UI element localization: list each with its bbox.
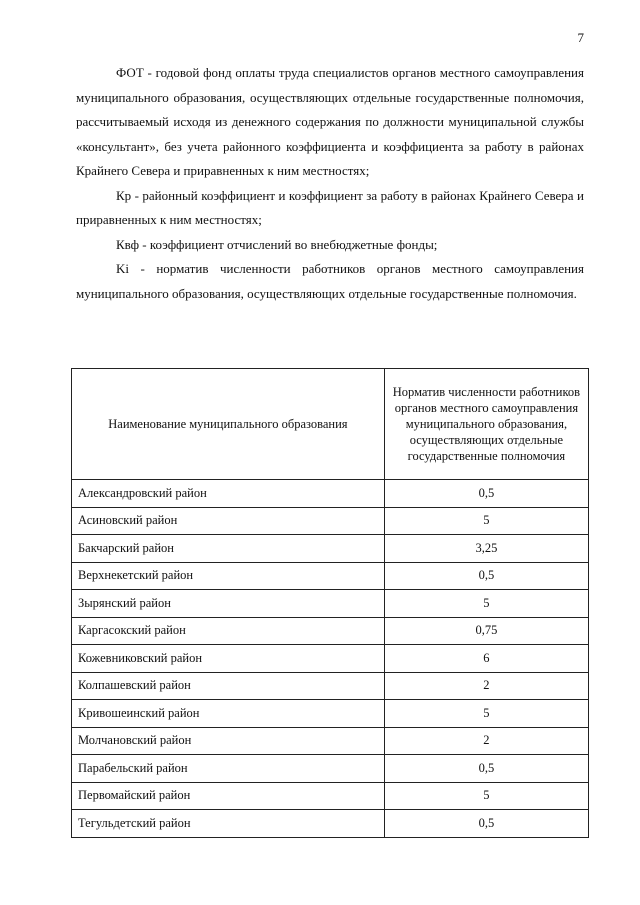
- column-header-norm: Норматив численности работников органов местного самоуправления муниципального образования, осуществляющих отдельные государственные полномочия: [384, 369, 588, 480]
- district-name: Каргасокский район: [72, 617, 385, 645]
- norm-value: 6: [384, 645, 588, 673]
- district-name: Верхнекетский район: [72, 562, 385, 590]
- table-row: [72, 645, 589, 673]
- district-name: Парабельский район: [72, 755, 385, 783]
- norm-value: 3,25: [384, 535, 588, 563]
- table-row: [72, 562, 589, 590]
- column-header-name: Наименование муниципального образования: [72, 369, 385, 480]
- norm-value: 5: [384, 782, 588, 810]
- table-row: [72, 590, 589, 618]
- district-name: Колпашевский район: [72, 672, 385, 700]
- district-name: Молчановский район: [72, 727, 385, 755]
- paragraph-kr: Кр - районный коэффициент и коэффициент за работу в районах Крайнего Севера и приравненных к ним местностях;: [76, 187, 584, 227]
- table-row: [72, 480, 589, 508]
- district-name: Кривошеинский район: [72, 700, 385, 728]
- norm-value: 0,5: [384, 810, 588, 838]
- page-number: 7: [577, 30, 584, 45]
- norm-value: 2: [384, 727, 588, 755]
- norm-value: 5: [384, 590, 588, 618]
- table-row: [72, 672, 589, 700]
- paragraph-kvf: Квф - коэффициент отчислений во внебюджетные фонды;: [116, 236, 438, 252]
- norm-value: 5: [384, 700, 588, 728]
- district-name: Александровский район: [72, 480, 385, 508]
- norm-value: 5: [384, 507, 588, 535]
- table-row: [72, 782, 589, 810]
- table-row: [72, 810, 589, 838]
- table-row: [72, 727, 589, 755]
- paragraph-fot: ФОТ - годовой фонд оплаты труда специалистов органов местного самоуправления муниципального образования, осуществляющих отдельные государственные полномочия, рассчитываемый исходя из денежного содержания по должности муниципальной службы «консультант», без учета районного коэффициента и коэффициента за работу в районах Крайнего Севера и приравненных к ним местностях;: [76, 65, 584, 178]
- district-name: Кожевниковский район: [72, 645, 385, 673]
- district-name: Зырянский район: [72, 590, 385, 618]
- district-name: Первомайский район: [72, 782, 385, 810]
- norm-table: [71, 368, 589, 838]
- norm-value: 0,5: [384, 480, 588, 508]
- table-header-row: [72, 369, 589, 480]
- table-row: [72, 617, 589, 645]
- table-row: [72, 700, 589, 728]
- table-row: [72, 535, 589, 563]
- district-name: Асиновский район: [72, 507, 385, 535]
- district-name: Бакчарский район: [72, 535, 385, 563]
- table-row: [72, 507, 589, 535]
- norm-value: 0,5: [384, 755, 588, 783]
- norm-value: 0,75: [384, 617, 588, 645]
- definitions-text: [76, 61, 584, 306]
- norm-value: 2: [384, 672, 588, 700]
- district-name: Тегульдетский район: [72, 810, 385, 838]
- paragraph-ki: Ki - норматив численности работников органов местного самоуправления муниципального образования, осуществляющих отдельные государственные полномочия.: [76, 261, 584, 301]
- norm-value: 0,5: [384, 562, 588, 590]
- table-row: [72, 755, 589, 783]
